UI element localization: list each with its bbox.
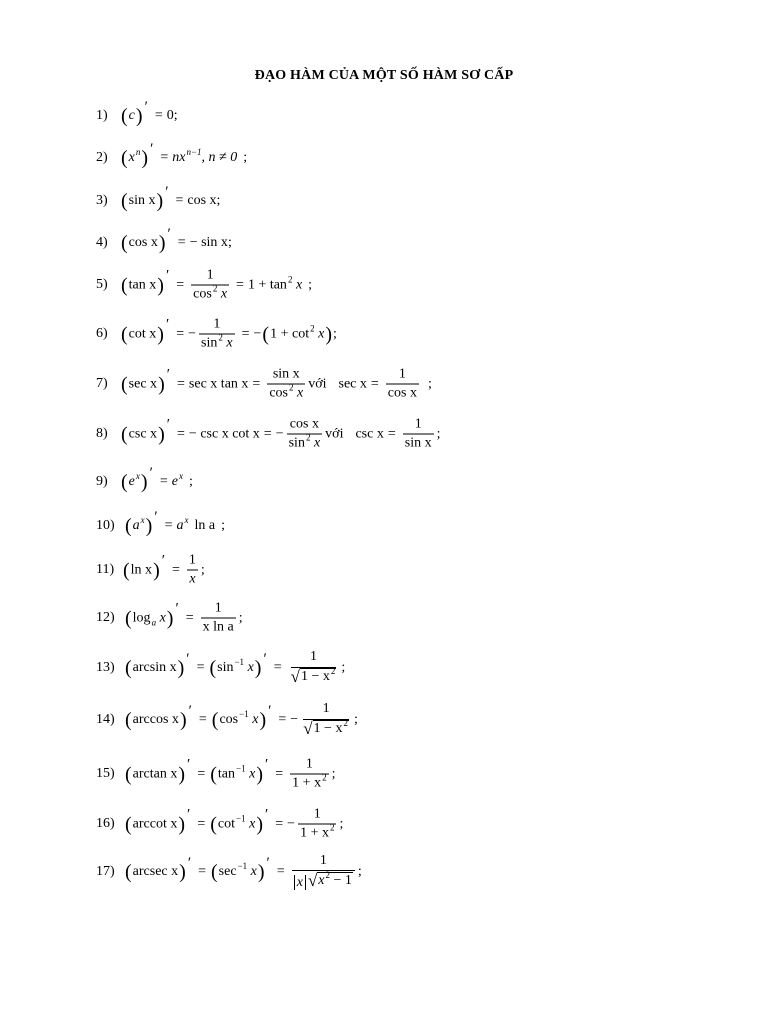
fraction: $\frac{\text{cos x}}{\sin^2 x}$ xyxy=(288,416,321,451)
fraction: $\frac{1}{1 + x^2}$ xyxy=(292,756,327,791)
formula-row xyxy=(0,96,768,136)
formula: ( sin x ) ′ = cos x ; xyxy=(121,183,221,212)
formula-number: 2) xyxy=(96,150,108,165)
fraction: 1 x √ $x^2 - 1$ xyxy=(292,853,355,891)
formula-row xyxy=(0,754,768,794)
formula: ( ln x ) ′ = $\frac{1}{x}$ ; xyxy=(123,552,205,587)
formula-number: 16) xyxy=(96,816,115,831)
formula-number: 4) xyxy=(96,235,108,250)
formula: ( cos x ) ′ = − sin x ; xyxy=(121,225,232,254)
formula-row xyxy=(0,414,768,454)
fraction: $\frac{1}{x}$ xyxy=(188,552,196,587)
formula-row xyxy=(0,804,768,844)
formula: ( csc x ) ′ = − csc x cot x = − $\frac{\text{cos x}}{\sin^2 x}$ với csc x = $\frac{1}{\text{sin x}}$ ; xyxy=(121,416,441,451)
formula: ( arccos x ) ′ = ( cos −1 x ) ′ = − 1 √ $1 - x^2$ ; xyxy=(125,701,358,738)
formula-number: 14) xyxy=(96,712,115,727)
fraction: $\frac{1}{1 + x^2}$ xyxy=(300,806,335,841)
formula: ( arccot x ) ′ = ( cot −1 x ) ′ = − $\frac{1}{1 + x^2}$ ; xyxy=(125,806,344,841)
formula: ( log a x ) ′ = $\frac{1}{\text{x ln a}}$ ; xyxy=(125,600,243,635)
formula-row xyxy=(0,550,768,590)
formula-row xyxy=(0,314,768,354)
formula: ( a x ) ′ = a x ln a ; xyxy=(125,508,226,537)
formula-number: 8) xyxy=(96,426,108,441)
fraction: 1 √ $1 - x^2$ xyxy=(290,649,336,686)
formula-row xyxy=(0,648,768,688)
formula-number: 12) xyxy=(96,610,115,625)
formula-number: 15) xyxy=(96,766,115,781)
fraction: 1 √ $1 - x^2$ xyxy=(303,701,348,738)
formula: ( x n ) ′ = nx n−1 , n ≠ 0 ; xyxy=(121,140,248,169)
formula-row xyxy=(0,223,768,263)
fraction: $\frac{\text{sin x}}{\cos^2 x}$ xyxy=(269,366,304,401)
formula-number: 10) xyxy=(96,518,115,533)
formula-number: 1) xyxy=(96,108,108,123)
formula-row xyxy=(0,700,768,740)
formula-row xyxy=(0,598,768,638)
fraction: $\frac{1}{\text{x ln a}}$ xyxy=(202,600,234,635)
formula-number: 17) xyxy=(96,864,115,879)
formula: ( e x ) ′ = e x ; xyxy=(121,464,193,493)
formula-number: 9) xyxy=(96,474,108,489)
formula-row xyxy=(0,364,768,404)
formula-number: 13) xyxy=(96,660,115,675)
fraction: $\frac{1}{\cos^2 x}$ xyxy=(193,267,228,302)
formula: ( arcsec x ) ′ = ( sec −1 x ) ′ = 1 x √ $x^2 - 1$ ; xyxy=(125,853,362,890)
formula-row xyxy=(0,138,768,178)
formula-row xyxy=(0,506,768,546)
formula: ( arctan x ) ′ = ( tan −1 x ) ′ = $\frac{1}{1 + x^2}$ ; xyxy=(125,756,336,791)
formula: ( cot x ) ′ = − $\frac{1}{\sin^2 x}$ = − ( 1 + cot 2 x ) ; xyxy=(121,316,337,351)
formula-number: 3) xyxy=(96,193,108,208)
fraction: $\frac{1}{\sin^2 x}$ xyxy=(201,316,233,351)
fraction: $\frac{1}{\text{sin x}}$ xyxy=(404,416,432,451)
formula-number: 11) xyxy=(96,562,115,577)
formula-row xyxy=(0,265,768,305)
formula: ( c ) ′ = 0 ; xyxy=(121,98,178,127)
formula-number: 5) xyxy=(96,277,108,292)
formula: ( sec x ) ′ = sec x tan x = $\frac{\text{sin x}}{\cos^2 x}$ với sec x = $\frac{1}{\text{cos x}}$ ; xyxy=(121,366,432,401)
fraction: $\frac{1}{\text{cos x}}$ xyxy=(387,366,417,401)
formula-number: 6) xyxy=(96,326,108,341)
formula-row xyxy=(0,462,768,502)
page-title: ĐẠO HÀM CỦA MỘT SỐ HÀM SƠ CẤP xyxy=(254,68,514,83)
formula-row xyxy=(0,852,768,892)
formula: ( arcsin x ) ′ = ( sin −1 x ) ′ = 1 √ $1 - x^2$ ; xyxy=(125,649,346,686)
formula-number: 7) xyxy=(96,376,108,391)
formula-row xyxy=(0,181,768,221)
formula: ( tan x ) ′ = $\frac{1}{\cos^2 x}$ = 1 + tan 2 x ; xyxy=(121,267,313,302)
